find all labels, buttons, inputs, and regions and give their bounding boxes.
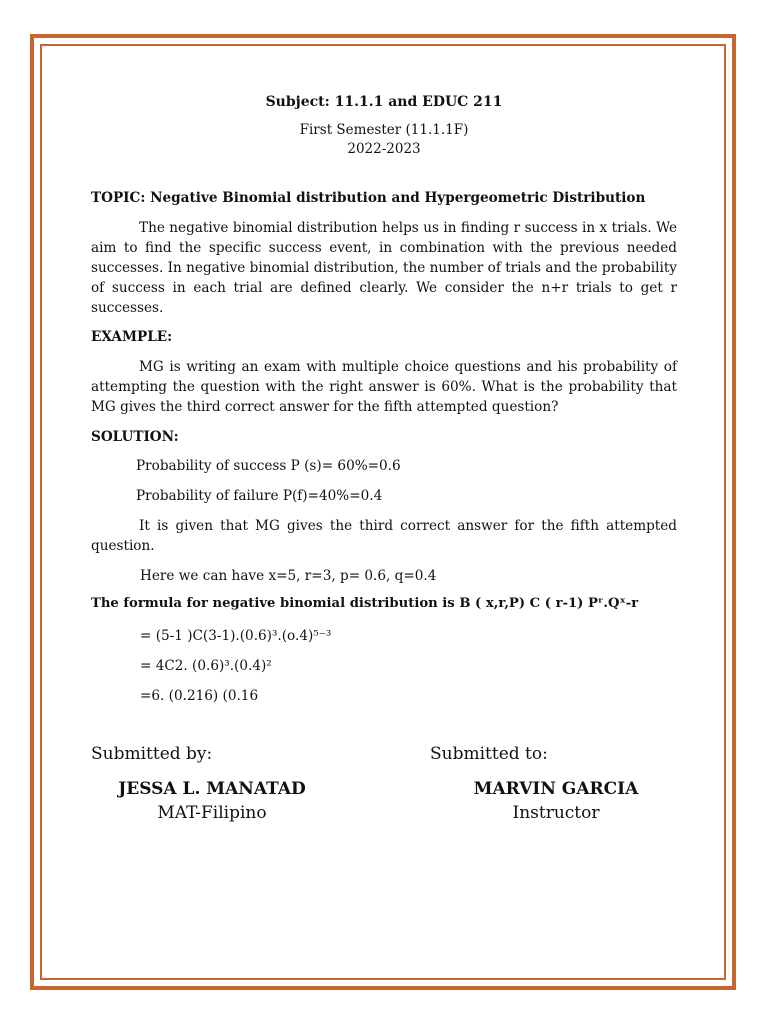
formula-line: The formula for negative binomial distribution is B ( x,r,P) C ( r-1) Pʳ.Qˣ-r bbox=[91, 596, 639, 611]
example-heading: EXAMPLE: bbox=[91, 329, 173, 345]
solution-heading: SOLUTION: bbox=[91, 429, 179, 445]
step-1: = (5-1 )C(3-1).(0.6)³.(o.4)⁵⁻³ bbox=[140, 628, 332, 644]
submitted-by-label: Submitted by: bbox=[91, 744, 213, 764]
step-2: = 4C2. (0.6)³.(0.4)² bbox=[140, 658, 272, 674]
values-line: Here we can have x=5, r=3, p= 0.6, q=0.4 bbox=[140, 568, 437, 584]
semester-line: First Semester (11.1.1F) bbox=[299, 122, 469, 138]
topic-heading: TOPIC: Negative Binomial distribution and Hypergeometric Distribution bbox=[91, 190, 646, 206]
submitted-to-role: Instructor bbox=[512, 803, 600, 823]
submitted-by-role: MAT-Filipino bbox=[157, 803, 267, 823]
submitted-to-label: Submitted to: bbox=[430, 744, 548, 764]
intro-paragraph: The negative binomial distribution helps us in finding r success in x trials. We aim to find the specific success event, in combination with the previous needed successes. In negative binomial distribution, the number of trials and the probability of success in each trial are defined clearly. We consider the n+r trials to get r successes. bbox=[91, 220, 677, 316]
given-statement: It is given that MG gives the third correct answer for the fifth attempted question. bbox=[91, 518, 677, 554]
year-line: 2022-2023 bbox=[347, 141, 421, 157]
submitted-by-name: JESSA L. MANATAD bbox=[118, 779, 306, 799]
step-3: =6. (0.216) (0.16 bbox=[140, 688, 259, 704]
subject-line: Subject: 11.1.1 and EDUC 211 bbox=[265, 94, 503, 110]
probability-failure: Probability of failure P(f)=40%=0.4 bbox=[136, 488, 383, 504]
probability-success: Probability of success P (s)= 60%=0.6 bbox=[136, 458, 401, 474]
example-paragraph: MG is writing an exam with multiple choice questions and his probability of attempting the question with the right answer is 60%. What is the probability that MG gives the third correct answer for the fifth attempted question? bbox=[91, 359, 677, 415]
submitted-to-name: MARVIN GARCIA bbox=[473, 779, 639, 799]
page-border-inner bbox=[40, 44, 726, 980]
